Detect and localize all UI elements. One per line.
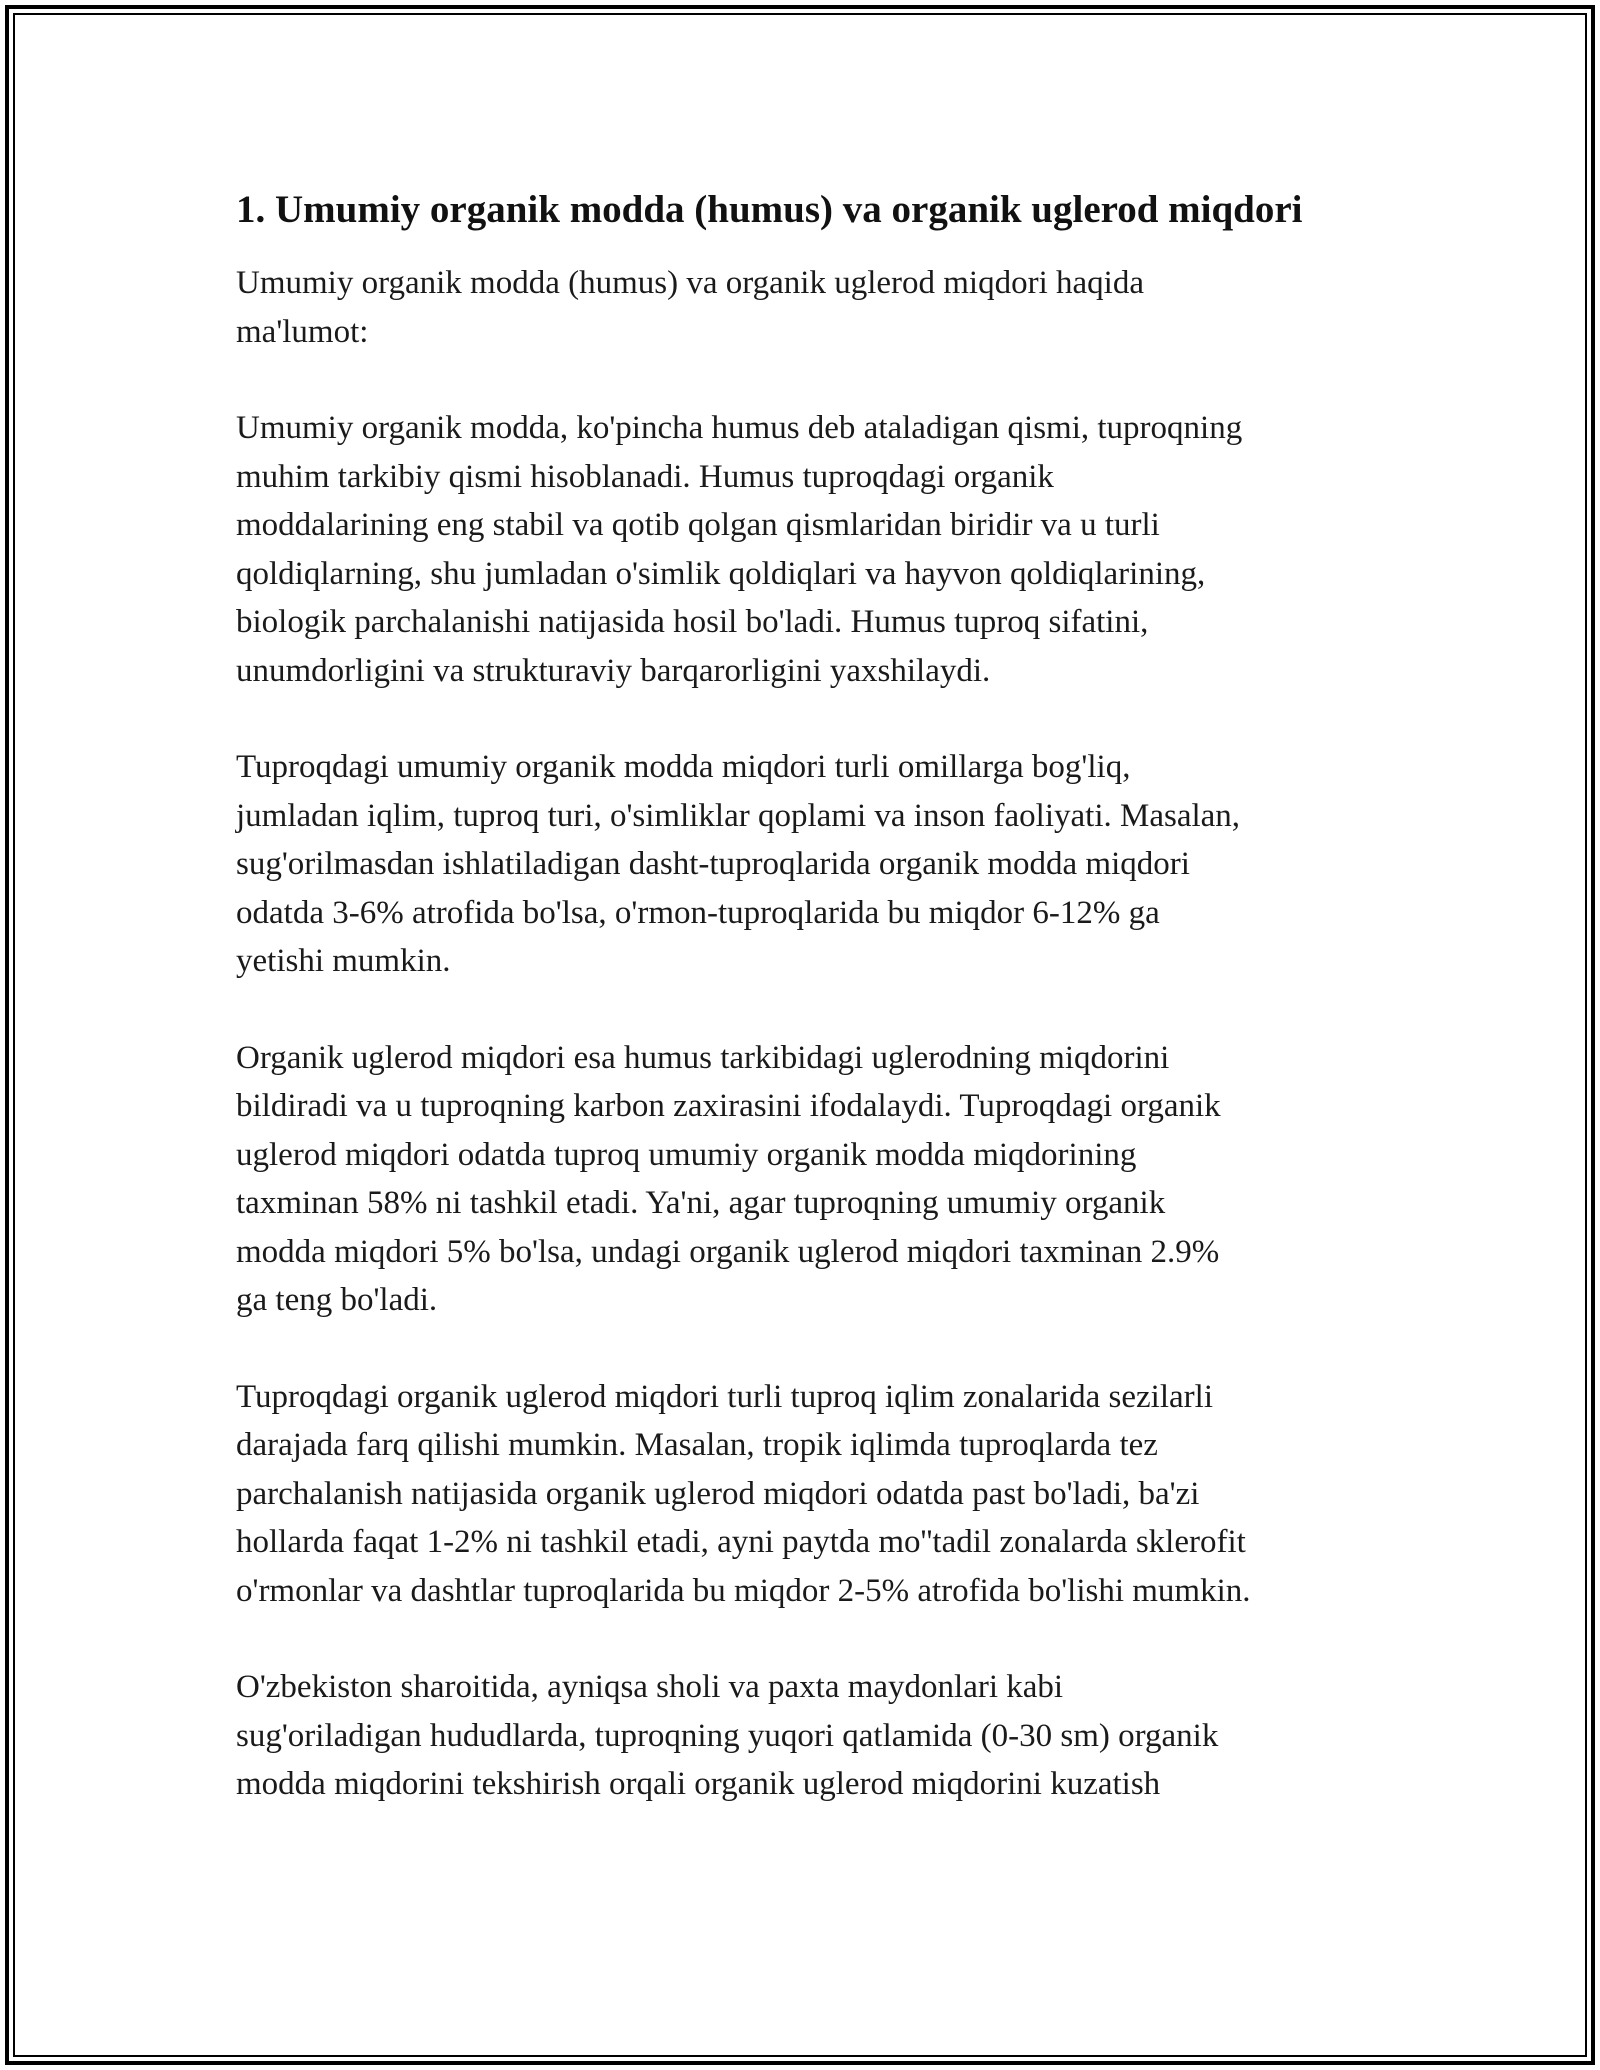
section-title: 1. Umumiy organik modda (humus) va organik uglerod miqdori: [236, 188, 1303, 231]
paragraph-climate-zones: Tuproqdagi organik uglerod miqdori turli tuproq iqlim zonalarida sezilarli darajada farq qilishi mumkin. Masalan, tropik iqlimda tuproqlarda tez parchalanish natijasida organik uglerod miqdori odatda past bo'ladi, ba'zi hollarda faqat 1-2% ni tashkil etadi, ayni paytda mo''tadil zonalarda sklerofit o'rmonlar va dashtlar tuproqlarida bu miqdor 2-5% atrofida bo'lishi mumkin.: [236, 1378, 1251, 1609]
paragraph-organic-carbon: Organik uglerod miqdori esa humus tarkibidagi uglerodning miqdorini bildiradi va u tuproqning karbon zaxirasini ifodalaydi. Tuproqdagi organik uglerod miqdori odatda tuproq umumiy organik modda miqdorining taxminan 58% ni tashkil etadi. Ya'ni, agar tuproqning umumiy organik modda miqdori 5% bo'lsa, undagi organik uglerod miqdori taxminan 2.9% ga teng bo'ladi.: [236, 1039, 1221, 1318]
paragraph-organic-matter-factors: Tuproqdagi umumiy organik modda miqdori turli omillarga bog'liq, jumladan iqlim, tuproq turi, o'simliklar qoplami va inson faoliyati. Masalan, sug'orilmasdan ishlatiladigan dasht-tuproqlarida organik modda miqdori odatda 3-6% atrofida bo'lsa, o'rmon-tuproqlarida bu miqdor 6-12% ga yetishi mumkin.: [236, 749, 1241, 979]
paragraph-intro: Umumiy organik modda (humus) va organik uglerod miqdori haqida ma'lumot:: [236, 265, 1144, 350]
document-body: [236, 182, 1386, 1857]
paragraph-humus-definition: Umumiy organik modda, ko'pincha humus deb ataladigan qismi, tuproqning muhim tarkibiy qismi hisoblanadi. Humus tuproqdagi organik moddalarining eng stabil va qotib qolgan qismlaridan biridir va u turli qoldiqlarning, shu jumladan o'simlik qoldiqlari va hayvon qoldiqlarining, biologik parchalanishi natijasida hosil bo'ladi. Humus tuproq sifatini, unumdorligini va strukturaviy barqarorligini yaxshilaydi.: [236, 410, 1243, 689]
paragraph-uzbekistan: O'zbekiston sharoitida, ayniqsa sholi va paxta maydonlari kabi sug'oriladigan hududlarda, tuproqning yuqori qatlamida (0-30 sm) organik modda miqdorini tekshirish orqali organik uglerod miqdorini kuzatish: [236, 1669, 1219, 1802]
